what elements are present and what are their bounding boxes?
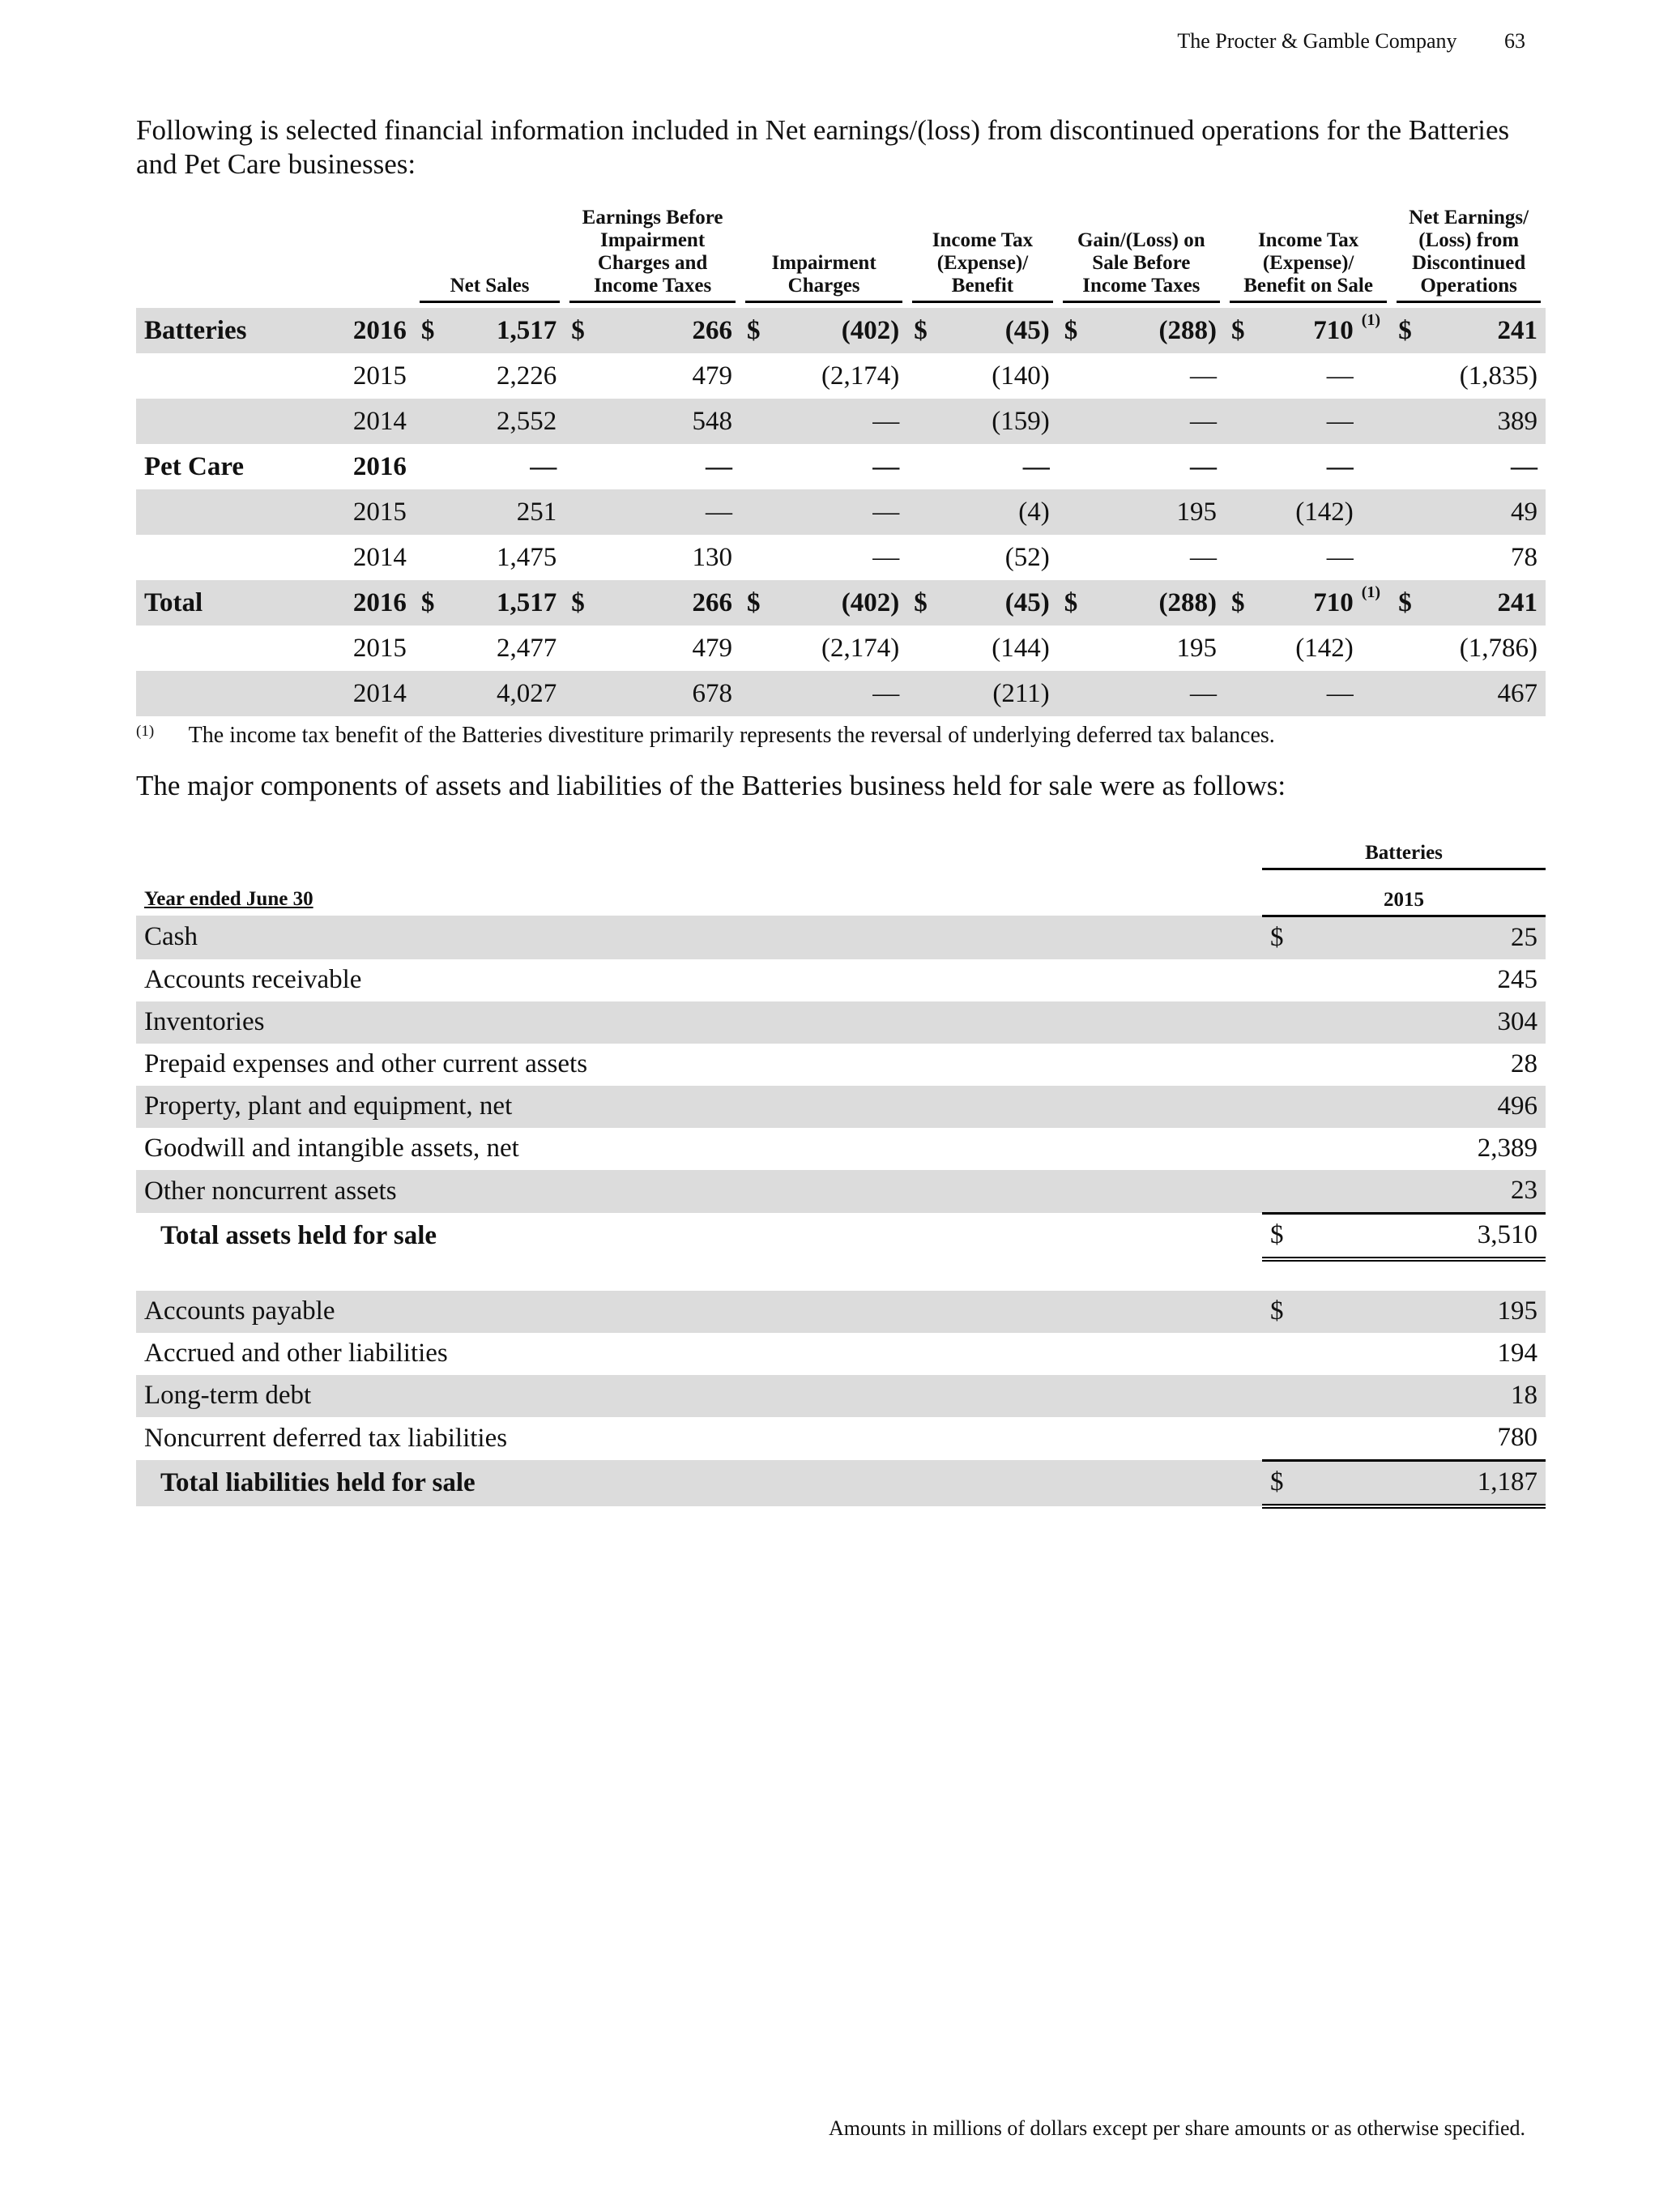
value-cell: 195 [1303, 1291, 1546, 1333]
currency-symbol [1262, 1001, 1303, 1044]
currency-symbol [1262, 1417, 1303, 1461]
batteries-header: Batteries [1262, 826, 1546, 869]
currency-symbol [565, 399, 590, 444]
currency-symbol [1392, 535, 1417, 580]
page-header [1177, 29, 1525, 53]
value-cell: 266 [591, 580, 740, 626]
total-row [136, 1460, 1546, 1506]
currency-symbol [1058, 399, 1083, 444]
currency-symbol [565, 535, 590, 580]
currency-symbol [1262, 959, 1303, 1001]
currency-symbol: $ [1262, 1460, 1303, 1506]
currency-symbol [907, 489, 932, 535]
value-cell: 1,517 [440, 580, 565, 626]
value-cell: — [705, 451, 732, 481]
table-row [136, 1170, 1546, 1214]
table-row [136, 671, 1546, 716]
footnote-ref [1362, 444, 1392, 489]
value-cell: 2,477 [497, 633, 557, 663]
value-cell: 2,226 [497, 361, 557, 391]
currency-symbol [740, 444, 766, 489]
table2-year-header [136, 869, 1546, 916]
value-cell: 241 [1418, 580, 1546, 626]
value-cell: 23 [1303, 1170, 1546, 1214]
row-label: Long-term debt [136, 1375, 1262, 1417]
year-header: 2015 [1262, 869, 1546, 916]
value-cell: — [530, 451, 557, 481]
value-cell: — [1511, 451, 1537, 481]
table-row [136, 1333, 1546, 1375]
currency-symbol [740, 535, 766, 580]
value-cell: (142) [1250, 489, 1362, 535]
value-cell: — [872, 451, 900, 481]
year-cell: 2016 [331, 580, 415, 626]
segment-label: Pet Care [144, 451, 245, 481]
table-row [136, 1375, 1546, 1417]
currency-symbol [1058, 353, 1083, 399]
value-cell: 18 [1303, 1375, 1546, 1417]
value-cell: (402) [766, 580, 907, 626]
value-cell: 479 [692, 361, 732, 391]
value-cell: 4,027 [440, 671, 565, 716]
value-cell: 49 [1418, 489, 1546, 535]
value-cell: (144) [992, 633, 1050, 663]
currency-symbol [1392, 626, 1417, 671]
footnote-ref [1362, 626, 1392, 671]
year-cell: 2015 [352, 361, 407, 391]
intro-paragraph: Following is selected financial information included in Net earnings/(loss) from discontinued operations for the Batteries and Pet Care businesses: [136, 114, 1510, 180]
discontinued-operations-table [136, 207, 1546, 716]
row-label: Accounts receivable [144, 965, 362, 994]
footnote [136, 723, 1546, 749]
year-cell: 2015 [352, 633, 407, 663]
segment-label: Total [136, 580, 331, 626]
year-cell: 2015 [331, 489, 415, 535]
currency-symbol [1262, 1375, 1303, 1417]
value-cell: (45) [932, 308, 1057, 353]
currency-symbol [565, 353, 590, 399]
value-cell: — [766, 671, 907, 716]
currency-symbol [1058, 489, 1083, 535]
currency-symbol [415, 535, 440, 580]
value-cell: (402) [766, 308, 907, 353]
value-cell: — [1250, 671, 1362, 716]
col-header: Income Tax (Expense)/ Benefit on Sale [1230, 229, 1387, 303]
currency-symbol [1225, 626, 1250, 671]
row-label: Cash [136, 916, 1262, 959]
value-cell: 1,187 [1303, 1460, 1546, 1506]
value-cell: 195 [1176, 633, 1217, 663]
value-cell: (2,174) [821, 633, 900, 663]
value-cell: — [1326, 542, 1354, 572]
currency-symbol [1058, 535, 1083, 580]
currency-symbol: $ [1262, 916, 1303, 959]
currency-symbol [565, 444, 590, 489]
row-label: Total liabilities held for sale [136, 1460, 1262, 1506]
currency-symbol: $ [1058, 308, 1083, 353]
col-header: Income Tax (Expense)/ Benefit [912, 229, 1052, 303]
row-label: Total assets held for sale [160, 1220, 437, 1250]
value-cell: (159) [932, 399, 1057, 444]
currency-symbol [415, 353, 440, 399]
value-cell: — [1022, 451, 1050, 481]
table1-header-row [136, 207, 1546, 308]
table-row [136, 1291, 1546, 1333]
year-cell: 2014 [331, 671, 415, 716]
table-row [136, 535, 1546, 580]
value-cell: 78 [1511, 542, 1537, 572]
value-cell: (142) [1295, 633, 1354, 663]
value-cell: 710 [1250, 580, 1362, 626]
currency-symbol: $ [1058, 580, 1083, 626]
value-cell: (288) [1083, 308, 1225, 353]
row-label: Other noncurrent assets [136, 1170, 1262, 1214]
currency-symbol: $ [1392, 308, 1417, 353]
currency-symbol [565, 489, 590, 535]
major-components-paragraph: The major components of assets and liabilities of the Batteries business held for sale were as follows: [136, 770, 1286, 801]
currency-symbol [740, 399, 766, 444]
value-cell: 304 [1303, 1001, 1546, 1044]
currency-symbol [1225, 399, 1250, 444]
value-cell: — [1326, 361, 1354, 391]
currency-symbol [415, 626, 440, 671]
table-row [136, 1044, 1546, 1086]
value-cell: 389 [1418, 399, 1546, 444]
value-cell: 467 [1418, 671, 1546, 716]
currency-symbol [1262, 1086, 1303, 1128]
table-row [136, 959, 1546, 1001]
segment-label: Batteries [136, 308, 331, 353]
currency-symbol [740, 353, 766, 399]
currency-symbol [740, 671, 766, 716]
table-row [136, 1128, 1546, 1170]
currency-symbol [565, 626, 590, 671]
value-cell: 194 [1497, 1339, 1538, 1368]
value-cell: — [766, 399, 907, 444]
table-row [136, 626, 1546, 671]
value-cell: (52) [1004, 542, 1050, 572]
value-cell: (140) [992, 361, 1050, 391]
table-row [136, 580, 1546, 626]
currency-symbol [1262, 1170, 1303, 1214]
footnote-ref: (1) [1362, 580, 1392, 626]
footnote-ref [1362, 671, 1392, 716]
value-cell: — [1189, 361, 1217, 391]
table-row [136, 1417, 1546, 1461]
row-label: Noncurrent deferred tax liabilities [144, 1423, 508, 1453]
currency-symbol [415, 671, 440, 716]
currency-symbol: $ [565, 580, 590, 626]
currency-symbol [415, 399, 440, 444]
year-cell: 2016 [352, 451, 407, 481]
currency-symbol [1262, 1128, 1303, 1170]
currency-symbol: $ [1262, 1213, 1303, 1259]
value-cell: — [1189, 451, 1217, 481]
value-cell: — [1250, 399, 1362, 444]
page-number: 63 [1504, 29, 1525, 53]
value-cell: 195 [1083, 489, 1225, 535]
table-row [136, 916, 1546, 959]
currency-symbol [1392, 353, 1417, 399]
footnote-ref: (1) [1362, 308, 1392, 353]
currency-symbol [907, 444, 932, 489]
value-cell: (1,835) [1459, 361, 1537, 391]
segment-label [136, 535, 331, 580]
value-cell: 245 [1497, 965, 1538, 994]
row-label: Inventories [136, 1001, 1262, 1044]
footnote-ref [1362, 535, 1392, 580]
year-cell: 2014 [331, 399, 415, 444]
segment-label [136, 353, 331, 399]
currency-symbol [740, 489, 766, 535]
segment-label [136, 671, 331, 716]
table-row [136, 308, 1546, 353]
currency-symbol [1225, 671, 1250, 716]
table-row [136, 353, 1546, 399]
footnote-ref [1362, 399, 1392, 444]
total-row [136, 1213, 1546, 1259]
currency-symbol [907, 353, 932, 399]
currency-symbol: $ [1225, 308, 1250, 353]
table-row [136, 489, 1546, 535]
value-cell: — [766, 489, 907, 535]
currency-symbol: $ [565, 308, 590, 353]
currency-symbol: $ [907, 308, 932, 353]
currency-symbol [907, 626, 932, 671]
col-header: Earnings Before Impairment Charges and Income Taxes [569, 207, 736, 303]
footnote-text: The income tax benefit of the Batteries divestiture primarily represents the reversal of underlying deferred tax balances. [188, 723, 1275, 748]
spacer-cell [136, 1259, 1546, 1291]
value-cell: 1,517 [440, 308, 565, 353]
value-cell: (2,174) [821, 361, 900, 391]
col-header: Gain/(Loss) on Sale Before Income Taxes [1063, 229, 1220, 303]
value-cell: (1,786) [1459, 633, 1537, 663]
currency-symbol [1225, 444, 1250, 489]
currency-symbol: $ [1392, 580, 1417, 626]
table-row [136, 1086, 1546, 1128]
currency-symbol [415, 444, 440, 489]
value-cell: 28 [1511, 1049, 1538, 1078]
col-header: Net Sales [420, 275, 560, 303]
footnote-ref [1362, 353, 1392, 399]
row-label: Accrued and other liabilities [144, 1339, 448, 1368]
value-cell: — [1083, 671, 1225, 716]
value-cell: (288) [1083, 580, 1225, 626]
currency-symbol [1392, 671, 1417, 716]
col-header: Impairment Charges [745, 252, 902, 303]
currency-symbol: $ [1262, 1291, 1303, 1333]
currency-symbol [1225, 489, 1250, 535]
currency-symbol [1392, 489, 1417, 535]
footnote-ref [1362, 489, 1392, 535]
currency-symbol: $ [740, 580, 766, 626]
segment-label [136, 489, 331, 535]
currency-symbol: $ [907, 580, 932, 626]
value-cell: 780 [1497, 1423, 1538, 1452]
row-label: Property, plant and equipment, net [136, 1086, 1262, 1128]
value-cell: (4) [932, 489, 1057, 535]
currency-symbol [907, 535, 932, 580]
value-cell: 25 [1303, 916, 1546, 959]
spacer-row [136, 1259, 1546, 1291]
value-cell: 678 [591, 671, 740, 716]
currency-symbol [1262, 1044, 1303, 1086]
value-cell: (211) [932, 671, 1057, 716]
currency-symbol [1262, 1333, 1303, 1375]
currency-symbol [1058, 444, 1083, 489]
currency-symbol [1058, 626, 1083, 671]
value-cell: 710 [1250, 308, 1362, 353]
year-cell: 2016 [331, 308, 415, 353]
held-for-sale-table [136, 826, 1546, 1509]
currency-symbol [907, 399, 932, 444]
value-cell: 2,389 [1477, 1134, 1538, 1163]
row-label: Accounts payable [136, 1291, 1262, 1333]
currency-symbol [1392, 399, 1417, 444]
currency-symbol [1225, 353, 1250, 399]
currency-symbol [1392, 444, 1417, 489]
value-cell: 496 [1303, 1086, 1546, 1128]
value-cell: 479 [692, 633, 732, 663]
segment-label [136, 626, 331, 671]
segment-label [136, 399, 331, 444]
value-cell: 266 [591, 308, 740, 353]
value-cell: 251 [440, 489, 565, 535]
value-cell: — [872, 542, 900, 572]
value-cell: 3,510 [1303, 1213, 1546, 1259]
currency-symbol: $ [415, 308, 440, 353]
table-row [136, 399, 1546, 444]
amounts-note: Amounts in millions of dollars except per share amounts or as otherwise specified. [829, 2116, 1525, 2140]
company-name: The Procter & Gamble Company [1177, 29, 1457, 53]
currency-symbol [1225, 535, 1250, 580]
value-cell: 241 [1418, 308, 1546, 353]
row-label: Goodwill and intangible assets, net [144, 1134, 519, 1163]
currency-symbol: $ [1225, 580, 1250, 626]
row-label: Prepaid expenses and other current assets [144, 1049, 588, 1078]
currency-symbol [565, 671, 590, 716]
table2-group-header [136, 826, 1546, 869]
currency-symbol: $ [740, 308, 766, 353]
value-cell: — [591, 489, 740, 535]
year-cell: 2014 [352, 542, 407, 572]
value-cell: — [1083, 399, 1225, 444]
currency-symbol [415, 489, 440, 535]
value-cell: — [1189, 542, 1217, 572]
year-ended-label: Year ended June 30 [144, 888, 313, 910]
table-row [136, 1001, 1546, 1044]
footnote-mark: (1) [136, 723, 155, 740]
col-header: Net Earnings/ (Loss) from Discontinued Operations [1397, 207, 1541, 303]
value-cell: 130 [692, 542, 732, 572]
value-cell: (45) [932, 580, 1057, 626]
table-row [136, 444, 1546, 489]
value-cell: 2,552 [440, 399, 565, 444]
currency-symbol: $ [415, 580, 440, 626]
value-cell: 1,475 [497, 542, 557, 572]
currency-symbol [907, 671, 932, 716]
value-cell: 548 [591, 399, 740, 444]
value-cell: — [1326, 451, 1354, 481]
currency-symbol [1058, 671, 1083, 716]
currency-symbol [740, 626, 766, 671]
